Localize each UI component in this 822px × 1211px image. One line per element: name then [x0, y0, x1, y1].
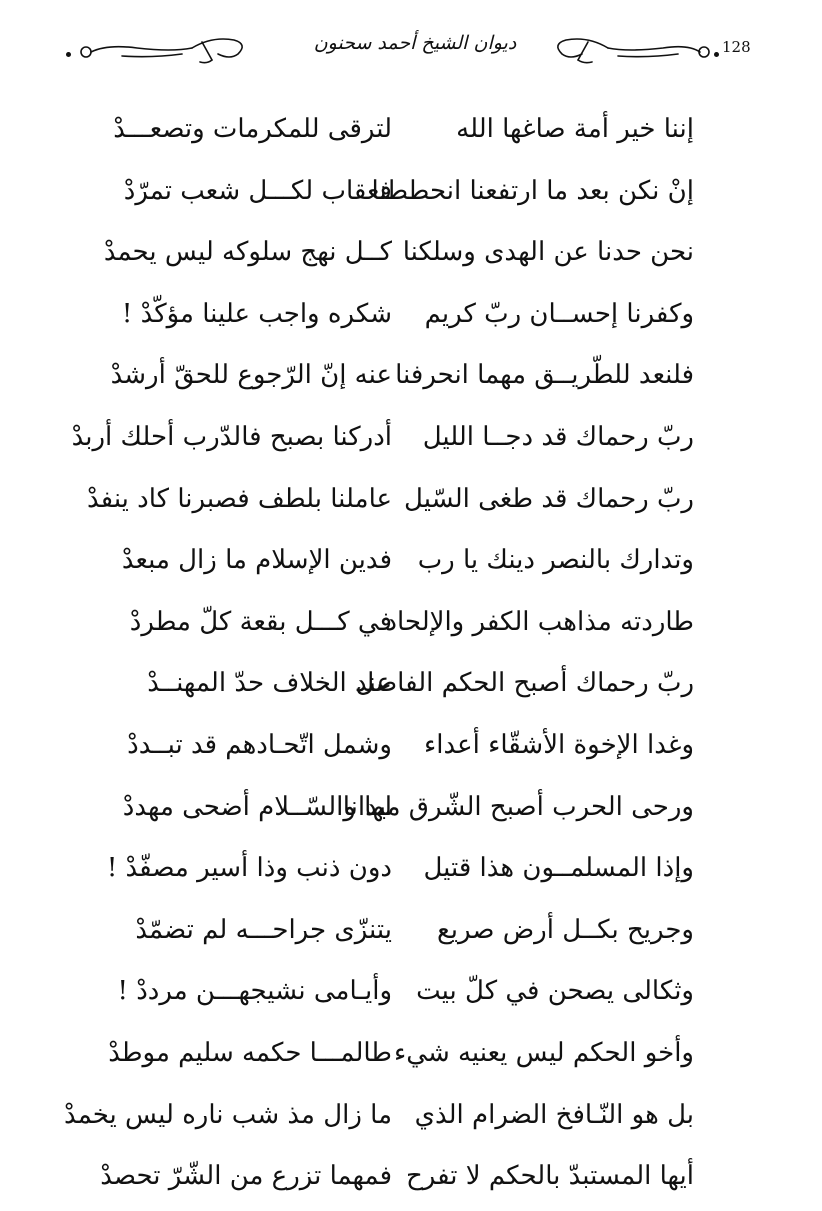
verse-line: [0, 472, 822, 534]
verse-first-hemistich: فلنعد للطّريــق مهما انحرفنا: [395, 360, 694, 391]
verse-second-hemistich: يتنزّى جراحـــه لم تضمّدْ: [135, 914, 392, 945]
verse-first-hemistich: وتدارك بالنصر دينك يا رب: [417, 545, 694, 576]
verse-second-hemistich: فعقاب لكـــل شعب تمرّدْ: [123, 175, 392, 206]
verse-line: [0, 410, 822, 472]
verse-second-hemistich: وشمل اتّحـادهم قد تبــددْ: [127, 729, 392, 760]
verse-line: [0, 656, 822, 718]
verse-first-hemistich: وكفرنا إحســان ربّ كريم: [424, 298, 694, 329]
verse-line: [0, 1149, 822, 1211]
verse-second-hemistich: دون ذنب وذا أسير مصفّدْ !: [106, 853, 392, 884]
verse-first-hemistich: وثكالى يصحن في كلّ بيت: [416, 976, 694, 1007]
verse-first-hemistich: إنْ نكن بعد ما ارتفعنا انحططنا: [371, 175, 694, 206]
verse-line: [0, 287, 822, 349]
bullet-dot-right: [714, 52, 719, 57]
verse-second-hemistich: أدركنا بصبح فالدّرب أحلك أربدْ: [71, 421, 392, 452]
verse-second-hemistich: عاملنا بلطف فصبرنا كاد ينفدْ: [87, 483, 392, 514]
verse-second-hemistich: لترقى للمكرمات وتصعـــدْ: [113, 114, 392, 144]
verse-second-hemistich: لها والسّــلام أضحى مهددْ: [122, 791, 392, 822]
verse-second-hemistich: ما زال مذ شب ناره ليس يخمدْ: [64, 1099, 392, 1130]
verse-first-hemistich: وغدا الإخوة الأشقّاء أعداء: [424, 729, 694, 760]
page-header: [0, 24, 822, 72]
decorative-flourish-left-icon: [62, 30, 252, 70]
verse-line: [0, 595, 822, 657]
verse-first-hemistich: وإذا المسلمــون هذا قتيل: [423, 853, 694, 884]
verse-line: [0, 225, 822, 287]
verse-first-hemistich: نحن حدنا عن الهدى وسلكنا: [402, 237, 694, 268]
verse-first-hemistich: ربّ رحماك أصبح الحكم الفاصل: [355, 668, 694, 699]
page-number: 128: [722, 38, 751, 56]
verse-first-hemistich: ربّ رحماك قد دجــا الليل: [422, 421, 694, 452]
verse-second-hemistich: فمهما تزرع من الشّرّ تحصدْ: [100, 1161, 392, 1192]
verse-line: [0, 780, 822, 842]
verse-second-hemistich: وأيـامى نشيجهـــن مرددْ !: [117, 976, 392, 1007]
verse-first-hemistich: طاردته مذاهب الكفر والإلحاد: [385, 606, 694, 637]
verse-first-hemistich: ورحى الحرب أصبح الشّرق ميدانا: [342, 791, 694, 822]
poem-body: [0, 102, 822, 1211]
verse-second-hemistich: في كـــل بقعة كلّ مطردْ: [129, 606, 392, 637]
verse-line: [0, 1026, 822, 1088]
verse-line: [0, 718, 822, 780]
verse-first-hemistich: بل هو النّـافخ الضرام الذي: [414, 1099, 694, 1130]
verse-first-hemistich: ربّ رحماك قد طغى السّيل: [404, 483, 694, 514]
verse-line: [0, 533, 822, 595]
verse-line: [0, 102, 822, 164]
verse-line: [0, 164, 822, 226]
verse-first-hemistich: وأخو الحكم ليس يعنيه شيء: [394, 1037, 694, 1068]
verse-second-hemistich: عنه إنّ الرّجوع للحقّ أرشدْ: [110, 360, 392, 391]
verse-second-hemistich: فدين الإسلام ما زال مبعدْ: [121, 545, 392, 576]
verse-first-hemistich: إننا خير أمة صاغها الله: [456, 114, 694, 144]
verse-line: [0, 964, 822, 1026]
verse-second-hemistich: شكره واجب علينا مؤكّدْ !: [121, 298, 392, 329]
decorative-flourish-right-icon: [548, 30, 718, 70]
verse-second-hemistich: عند الخلاف حدّ المهنــدْ: [147, 668, 392, 699]
verse-first-hemistich: أيها المستبدّ بالحكم لا تفرح: [405, 1161, 694, 1192]
verse-second-hemistich: كــل نهج سلوكه ليس يحمدْ: [103, 237, 392, 268]
running-header-title: ديوان الشيخ أحمد سحنون: [313, 32, 517, 54]
verse-first-hemistich: وجريح بكــل أرض صريع: [436, 914, 694, 945]
verse-line: [0, 1088, 822, 1150]
verse-line: [0, 348, 822, 410]
verse-second-hemistich: طالمـــا حكمه سليم موطدْ: [108, 1037, 392, 1068]
verse-line: [0, 903, 822, 965]
verse-line: [0, 841, 822, 903]
